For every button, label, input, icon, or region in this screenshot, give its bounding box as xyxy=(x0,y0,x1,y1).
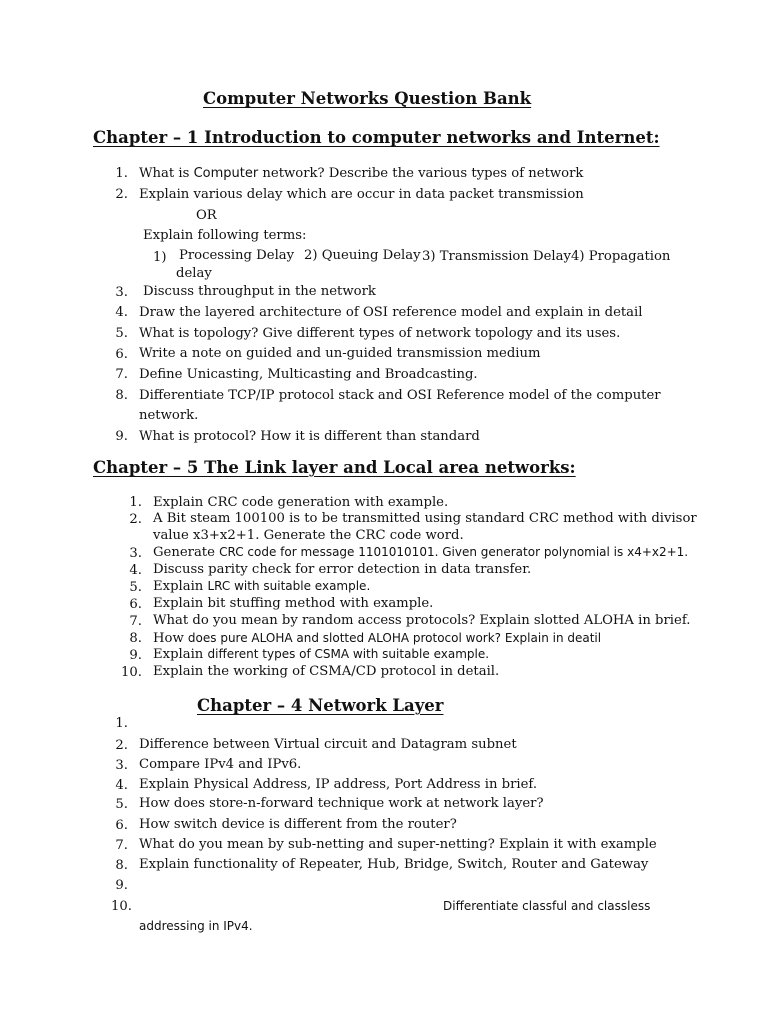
list-item: What is protocol? How it is different than standard xyxy=(139,429,480,444)
list-item: A Bit steam 100100 is to be transmitted using standard CRC method with divisor xyxy=(153,511,697,526)
list-item: Explain Physical Address, IP address, Port Address in brief. xyxy=(139,777,538,792)
list-item: Explain LRC with suitable example. xyxy=(153,579,371,594)
list-number: 4. xyxy=(115,305,128,320)
page-title: Computer Networks Question Bank xyxy=(203,89,532,108)
list-item: Explain various delay which are occur in data packet transmission xyxy=(139,187,584,202)
list-number: 1. xyxy=(115,166,128,181)
term-2: 2) Queuing Delay xyxy=(304,248,421,263)
list-number: 9. xyxy=(115,878,128,893)
list-number: 3. xyxy=(129,546,142,561)
list-number: 5. xyxy=(129,580,142,595)
chapter-1-heading: Chapter – 1 Introduction to computer networks and Internet: xyxy=(93,128,660,147)
list-number: 9. xyxy=(129,648,142,663)
list-number: 2. xyxy=(129,512,142,527)
list-number: 9. xyxy=(115,429,128,444)
list-number: 3. xyxy=(115,285,128,300)
list-item: Explain bit stuffing method with example. xyxy=(153,596,434,611)
list-item: Explain following terms: xyxy=(143,228,307,243)
list-number: 6. xyxy=(115,818,128,833)
or-text: OR xyxy=(196,208,217,223)
list-number: 6. xyxy=(129,597,142,612)
list-item: What do you mean by random access protocols? Explain slotted ALOHA in brief. xyxy=(153,613,691,628)
list-item: Difference between Virtual circuit and Datagram subnet xyxy=(139,737,517,752)
list-item: Explain the working of CSMA/CD protocol in detail. xyxy=(153,664,500,679)
list-number: 7. xyxy=(129,614,142,629)
list-number: 10. xyxy=(111,899,132,914)
sub-number: 1) xyxy=(153,250,167,265)
list-number: 4. xyxy=(129,563,142,578)
list-item: Draw the layered architecture of OSI reference model and explain in detail xyxy=(139,305,643,320)
list-item: What is topology? Give different types of network topology and its uses. xyxy=(139,326,621,341)
list-number: 3. xyxy=(115,758,128,773)
list-number: 6. xyxy=(115,347,128,362)
list-item: How does pure ALOHA and slotted ALOHA protocol work? Explain in deatil xyxy=(153,631,602,646)
list-number: 7. xyxy=(115,367,128,382)
list-item: What is Computer network? Describe the various types of network xyxy=(139,166,584,181)
list-item: Explain functionality of Repeater, Hub, Bridge, Switch, Router and Gateway xyxy=(139,857,649,872)
term-1: Processing Delay xyxy=(179,248,295,263)
list-number: 10. xyxy=(121,665,142,680)
list-number: 4. xyxy=(115,778,128,793)
list-item: What do you mean by sub-netting and super-netting? Explain it with example xyxy=(139,837,657,852)
list-number: 7. xyxy=(115,838,128,853)
list-item: How does store-n-forward technique work at network layer? xyxy=(139,796,544,811)
list-item: Explain CRC code generation with example. xyxy=(153,495,449,510)
list-item-cont: network. xyxy=(139,408,199,423)
term-4: 4) Propagation xyxy=(571,249,671,264)
list-item: Compare IPv4 and IPv6. xyxy=(139,757,302,772)
list-number: 2. xyxy=(115,187,128,202)
chapter-4-heading: Chapter – 4 Network Layer xyxy=(197,696,444,715)
list-item: Discuss throughput in the network xyxy=(143,284,376,299)
list-item: Differentiate TCP/IP protocol stack and OSI Reference model of the computer xyxy=(139,388,661,403)
chapter-5-heading: Chapter – 5 The Link layer and Local area networks: xyxy=(93,458,576,477)
term-3: 3) Transmission Delay xyxy=(422,249,571,264)
list-item: How switch device is different from the router? xyxy=(139,817,457,832)
list-number: 5. xyxy=(115,326,128,341)
list-number: 8. xyxy=(115,858,128,873)
list-item: Write a note on guided and un-guided transmission medium xyxy=(139,346,541,361)
term-4-cont: delay xyxy=(176,266,212,281)
list-item-cont: addressing in IPv4. xyxy=(139,919,253,933)
list-item-cont: value x3+x2+1. Generate the CRC code word. xyxy=(153,528,464,543)
list-number: 5. xyxy=(115,797,128,812)
list-number: 8. xyxy=(129,631,142,646)
list-number: 2. xyxy=(115,738,128,753)
list-item: Generate CRC code for message 1101010101. Given generator polynomial is x4+x2+1. xyxy=(153,545,689,560)
list-item: Define Unicasting, Multicasting and Broadcasting. xyxy=(139,367,478,382)
list-item: Discuss parity check for error detection in data transfer. xyxy=(153,562,532,577)
list-number: 1. xyxy=(129,495,142,510)
list-number: 1. xyxy=(115,716,128,731)
list-item: Explain different types of CSMA with suitable example. xyxy=(153,647,490,662)
list-item: Differentiate classful and classless xyxy=(443,899,651,913)
list-number: 8. xyxy=(115,388,128,403)
